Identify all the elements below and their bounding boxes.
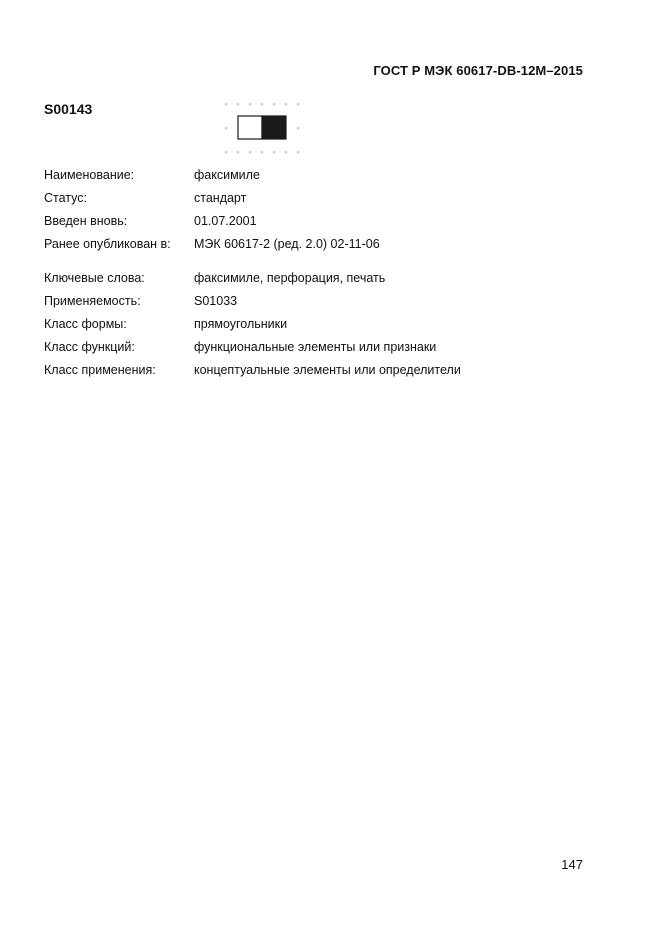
field-row bbox=[44, 233, 604, 256]
field-row bbox=[44, 359, 604, 382]
facsimile-symbol-icon bbox=[222, 101, 302, 155]
field-value: S01033 bbox=[194, 294, 238, 308]
field-value: концептуальные элементы или определители bbox=[194, 363, 461, 377]
field-label: Класс формы: bbox=[44, 317, 127, 331]
symbol-code: S00143 bbox=[44, 101, 93, 117]
field-value: функциональные элементы или признаки bbox=[194, 340, 437, 354]
field-row bbox=[44, 210, 604, 233]
field-value: стандарт bbox=[194, 191, 247, 205]
field-label: Применяемость: bbox=[44, 294, 141, 308]
field-label: Класс применения: bbox=[44, 363, 156, 377]
attributes-table bbox=[44, 164, 604, 382]
field-label: Статус: bbox=[44, 191, 87, 205]
field-row bbox=[44, 267, 604, 290]
symbol-left-square bbox=[238, 116, 262, 139]
spacer bbox=[44, 256, 604, 267]
field-label: Наименование: bbox=[44, 168, 135, 182]
field-value: 01.07.2001 bbox=[194, 214, 257, 228]
field-label: Ранее опубликован в: bbox=[44, 237, 171, 251]
document-header: ГОСТ Р МЭК 60617-DB-12M–2015 bbox=[373, 63, 583, 78]
page-number: 147 bbox=[561, 857, 583, 872]
field-row bbox=[44, 336, 604, 359]
field-row bbox=[44, 290, 604, 313]
field-row bbox=[44, 164, 604, 187]
field-row bbox=[44, 313, 604, 336]
field-value: МЭК 60617-2 (ред. 2.0) 02-11-06 bbox=[194, 237, 380, 251]
field-label: Введен вновь: bbox=[44, 214, 128, 228]
symbol-right-square bbox=[262, 116, 286, 139]
field-value: прямоугольники bbox=[194, 317, 288, 331]
field-row bbox=[44, 187, 604, 210]
field-label: Ключевые слова: bbox=[44, 271, 145, 285]
field-value: факсимиле, перфорация, печать bbox=[194, 271, 386, 285]
field-value: факсимиле bbox=[194, 168, 260, 182]
field-label: Класс функций: bbox=[44, 340, 135, 354]
